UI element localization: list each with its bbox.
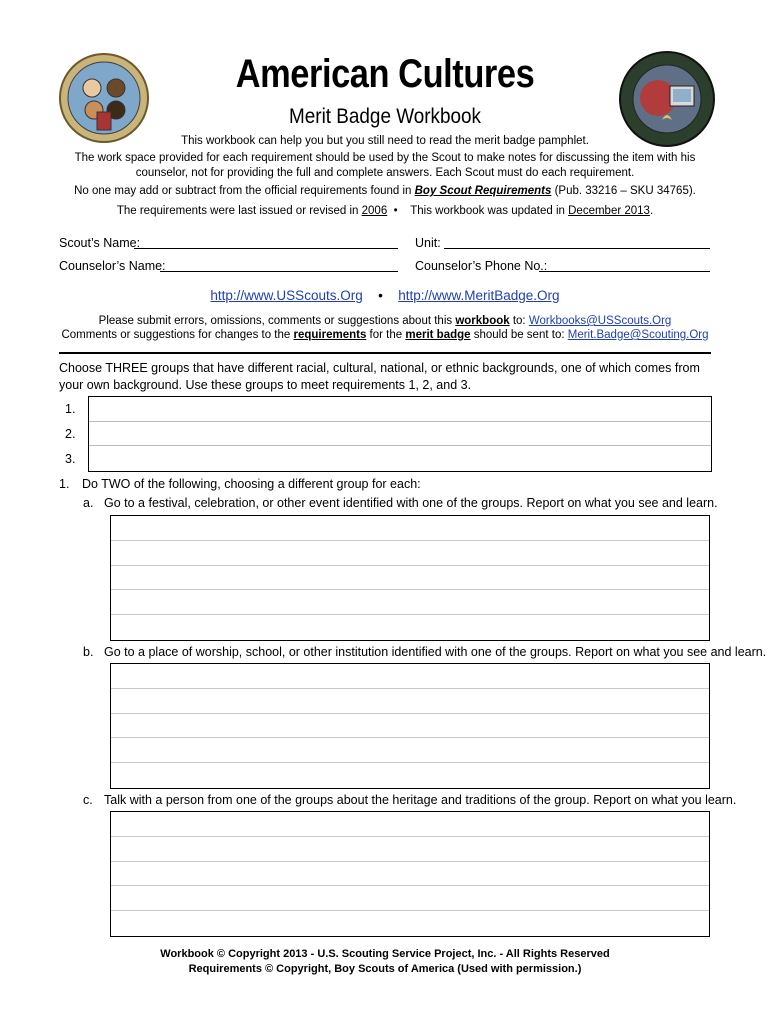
page-title: American Cultures xyxy=(235,52,535,96)
section-divider xyxy=(59,352,711,354)
requirement-1a-answer-box[interactable] xyxy=(110,515,710,641)
group-3-field[interactable] xyxy=(89,446,711,471)
requirement-1c-label: c. xyxy=(83,793,93,807)
answer-line xyxy=(111,541,709,566)
link-separator: • xyxy=(378,288,383,303)
group-number-1: 1. xyxy=(65,402,76,416)
usscouts-link[interactable]: http://www.USScouts.Org xyxy=(210,288,363,303)
requirement-1c-answer-box[interactable] xyxy=(110,811,710,937)
requirement-1-number: 1. xyxy=(59,477,70,491)
answer-line xyxy=(111,689,709,714)
counselor-name-field[interactable] xyxy=(160,271,398,272)
intro-requirements-note: No one may add or subtract from the official requirements found in Boy Scout Requirements (Pub. 33216 – SKU 34765). xyxy=(74,185,696,197)
group-1-field[interactable] xyxy=(89,397,711,422)
requirement-1b-text: Go to a place of worship, school, or other institution identified with one of the groups. Report on what you see and learn. xyxy=(104,645,767,659)
page-subtitle: Merit Badge Workbook xyxy=(289,105,481,128)
workbooks-email-link[interactable]: Workbooks@USScouts.Org xyxy=(528,315,672,327)
answer-line xyxy=(111,862,709,887)
groups-instructions: Choose THREE groups that have different racial, cultural, national, or ethnic backgrounds, one of which comes from your own background. Use these groups to meet requirements 1, 2, and 3. xyxy=(59,361,700,392)
answer-line xyxy=(111,714,709,739)
unit-label: Unit: xyxy=(415,236,441,250)
scout-name-field[interactable] xyxy=(134,248,398,249)
revision-year: 2006 xyxy=(361,205,388,217)
answer-line xyxy=(111,837,709,862)
intro-pamphlet-note: This workbook can help you but you still need to read the merit badge pamphlet. xyxy=(181,135,589,147)
meritbadge-link[interactable]: http://www.MeritBadge.Org xyxy=(398,288,560,303)
merit-badge-email-link[interactable]: Merit.Badge@Scouting.Org xyxy=(567,329,709,341)
updated-date: December 2013 xyxy=(568,205,650,217)
requirement-1a-text: Go to a festival, celebration, or other event identified with one of the groups. Report on what you see and learn. xyxy=(104,496,718,510)
submit-requirements-note: Comments or suggestions for changes to the requirements for the merit badge should be sent to: Merit.Badge@Scouting.Org xyxy=(61,329,709,341)
footer-workbook-copyright: Workbook © Copyright 2013 - U.S. Scouting Service Project, Inc. - All Rights Reserved xyxy=(160,948,610,960)
requirement-1b-label: b. xyxy=(83,645,94,659)
answer-line xyxy=(111,516,709,541)
boy-scout-requirements-ref: Boy Scout Requirements xyxy=(414,185,552,197)
requirement-1c-text: Talk with a person from one of the groups about the heritage and traditions of the group. Report on what you learn. xyxy=(104,793,737,807)
answer-line xyxy=(111,886,709,911)
answer-line xyxy=(111,738,709,763)
requirement-1-text: Do TWO of the following, choosing a different group for each: xyxy=(82,477,421,491)
answer-line xyxy=(111,590,709,615)
answer-line xyxy=(111,566,709,591)
answer-line xyxy=(111,911,709,936)
group-2-field[interactable] xyxy=(89,422,711,447)
intro-workspace-note: The work space provided for each requirement should be used by the Scout to make notes for discussing the item with his counselor, not for providing the full and complete answers. Each Scout must do each requirement. xyxy=(74,152,696,179)
requirement-1b-answer-box[interactable] xyxy=(110,663,710,789)
answer-line xyxy=(111,615,709,640)
counselor-name-label: Counselor’s Name: xyxy=(59,259,166,273)
intro-revision-note: The requirements were last issued or revised in 2006 • This workbook was updated in December 2013. xyxy=(116,205,654,217)
counselor-phone-field[interactable] xyxy=(539,271,710,272)
unit-field[interactable] xyxy=(444,248,710,249)
requirement-1a-label: a. xyxy=(83,496,94,510)
scout-name-label: Scout’s Name: xyxy=(59,236,141,250)
website-links xyxy=(0,288,770,303)
groups-answer-box xyxy=(88,396,712,472)
answer-line xyxy=(111,664,709,689)
group-number-3: 3. xyxy=(65,452,76,466)
group-number-2: 2. xyxy=(65,427,76,441)
footer-requirements-copyright: Requirements © Copyright, Boy Scouts of America (Used with permission.) xyxy=(188,963,582,975)
answer-line xyxy=(111,812,709,837)
submit-errors-note: Please submit errors, omissions, comments or suggestions about this workbook to: Workbooks@USScouts.Org xyxy=(98,315,672,327)
counselor-phone-label: Counselor’s Phone No.: xyxy=(415,259,548,273)
answer-line xyxy=(111,763,709,788)
